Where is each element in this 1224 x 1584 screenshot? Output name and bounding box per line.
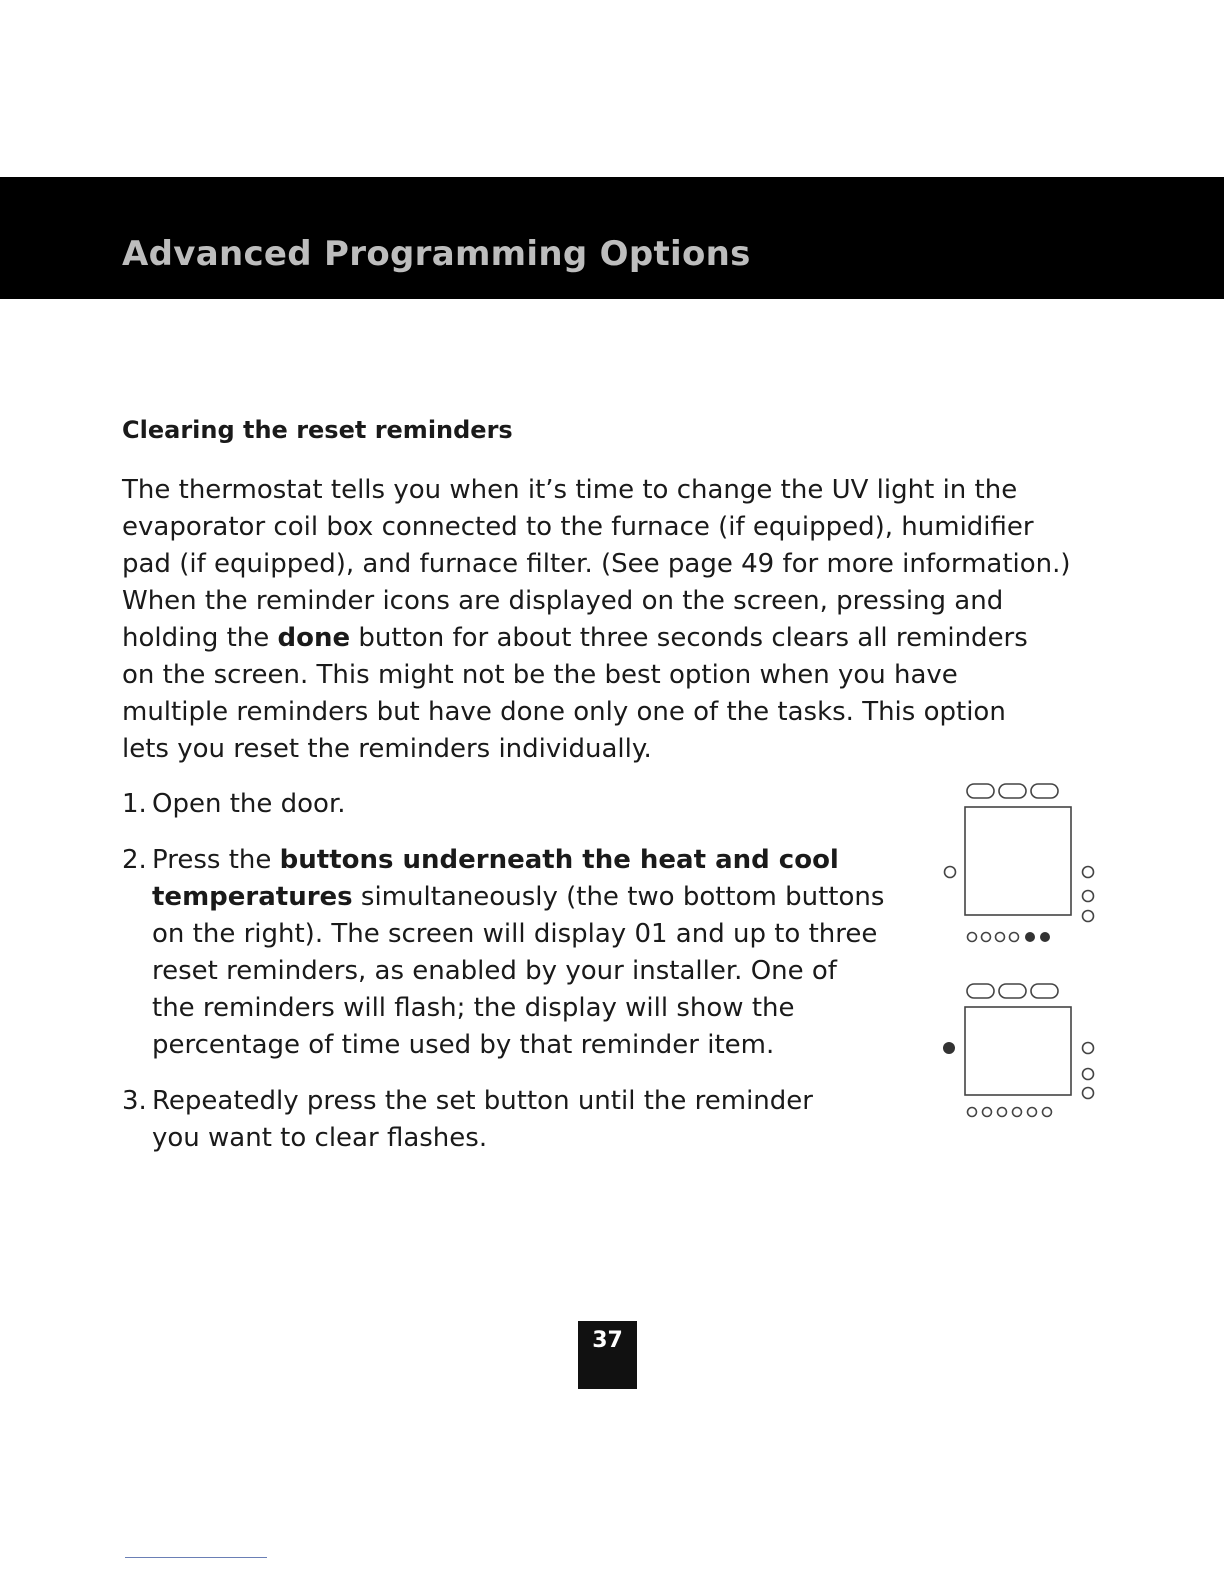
step-line bbox=[152, 879, 922, 916]
bottom-button-icon bbox=[998, 1108, 1007, 1117]
page-title: Advanced Programming Options bbox=[122, 234, 751, 274]
intro-text: button for about three seconds clears all reminders bbox=[350, 623, 1028, 653]
highlighted-button-icon bbox=[1040, 932, 1050, 942]
step-line: you want to clear flashes. bbox=[152, 1123, 488, 1153]
step-line: on the right). The screen will display 01 and up to three bbox=[152, 919, 878, 949]
steps-list bbox=[122, 786, 922, 1176]
top-button-icon bbox=[1031, 784, 1058, 798]
right-button-icon bbox=[1083, 891, 1094, 902]
display-screen bbox=[965, 1007, 1071, 1095]
right-button-icon bbox=[1083, 1088, 1094, 1099]
highlighted-button-icon bbox=[1025, 932, 1035, 942]
highlighted-button-icon bbox=[943, 1042, 955, 1054]
thermostat-diagram-top bbox=[935, 775, 1100, 950]
intro-line: evaporator coil box connected to the furnace (if equipped), humidifier bbox=[122, 512, 1034, 542]
intro-paragraph bbox=[122, 472, 1112, 768]
page-number: 37 bbox=[578, 1321, 637, 1389]
left-button-icon bbox=[945, 867, 956, 878]
right-button-icon bbox=[1083, 911, 1094, 922]
bottom-button-icon bbox=[1013, 1108, 1022, 1117]
step-number: 3. bbox=[122, 1086, 147, 1116]
thermostat-diagram-bottom bbox=[935, 975, 1100, 1125]
footer-divider bbox=[125, 1557, 267, 1558]
done-keyword: done bbox=[277, 623, 351, 653]
section-heading: Clearing the reset reminders bbox=[122, 416, 513, 444]
step-text: Press the bbox=[152, 845, 280, 875]
step-item-1 bbox=[122, 786, 922, 823]
step-number: 2. bbox=[122, 845, 147, 875]
bottom-button-icon bbox=[996, 933, 1005, 942]
intro-line: The thermostat tells you when it’s time to change the UV light in the bbox=[122, 475, 1018, 505]
top-button-icon bbox=[967, 984, 994, 998]
step-text: simultaneously (the two bottom buttons bbox=[352, 882, 885, 912]
top-button-icon bbox=[999, 984, 1026, 998]
bottom-button-icon bbox=[983, 1108, 992, 1117]
top-button-icon bbox=[1031, 984, 1058, 998]
intro-line: lets you reset the reminders individually. bbox=[122, 734, 652, 764]
bottom-button-icon bbox=[1043, 1108, 1052, 1117]
step-line: percentage of time used by that reminder item. bbox=[152, 1030, 775, 1060]
bottom-button-icon bbox=[968, 933, 977, 942]
intro-line: When the reminder icons are displayed on the screen, pressing and bbox=[122, 586, 1004, 616]
step-item-2 bbox=[122, 842, 922, 1064]
step-number: 1. bbox=[122, 789, 147, 819]
step-line bbox=[152, 842, 922, 879]
step-line: Open the door. bbox=[152, 789, 346, 819]
step-item-3 bbox=[122, 1083, 922, 1157]
intro-line: multiple reminders but have done only one of the tasks. This option bbox=[122, 697, 1006, 727]
step-line: Repeatedly press the set button until the reminder bbox=[152, 1086, 813, 1116]
right-button-icon bbox=[1083, 867, 1094, 878]
display-screen bbox=[965, 807, 1071, 915]
right-button-icon bbox=[1083, 1043, 1094, 1054]
bottom-button-icon bbox=[982, 933, 991, 942]
intro-line: pad (if equipped), and furnace filter. (See page 49 for more information.) bbox=[122, 549, 1071, 579]
intro-line: on the screen. This might not be the best option when you have bbox=[122, 660, 958, 690]
top-button-icon bbox=[967, 784, 994, 798]
bottom-button-icon bbox=[1010, 933, 1019, 942]
right-button-icon bbox=[1083, 1069, 1094, 1080]
step-bold-text: temperatures bbox=[152, 882, 353, 912]
step-bold-text: buttons underneath the heat and cool bbox=[279, 845, 839, 875]
step-line: the reminders will flash; the display will show the bbox=[152, 993, 795, 1023]
step-line: reset reminders, as enabled by your installer. One of bbox=[152, 956, 837, 986]
intro-line bbox=[122, 620, 1112, 657]
bottom-button-icon bbox=[1028, 1108, 1037, 1117]
top-button-icon bbox=[999, 784, 1026, 798]
bottom-button-icon bbox=[968, 1108, 977, 1117]
intro-text: holding the bbox=[122, 623, 278, 653]
